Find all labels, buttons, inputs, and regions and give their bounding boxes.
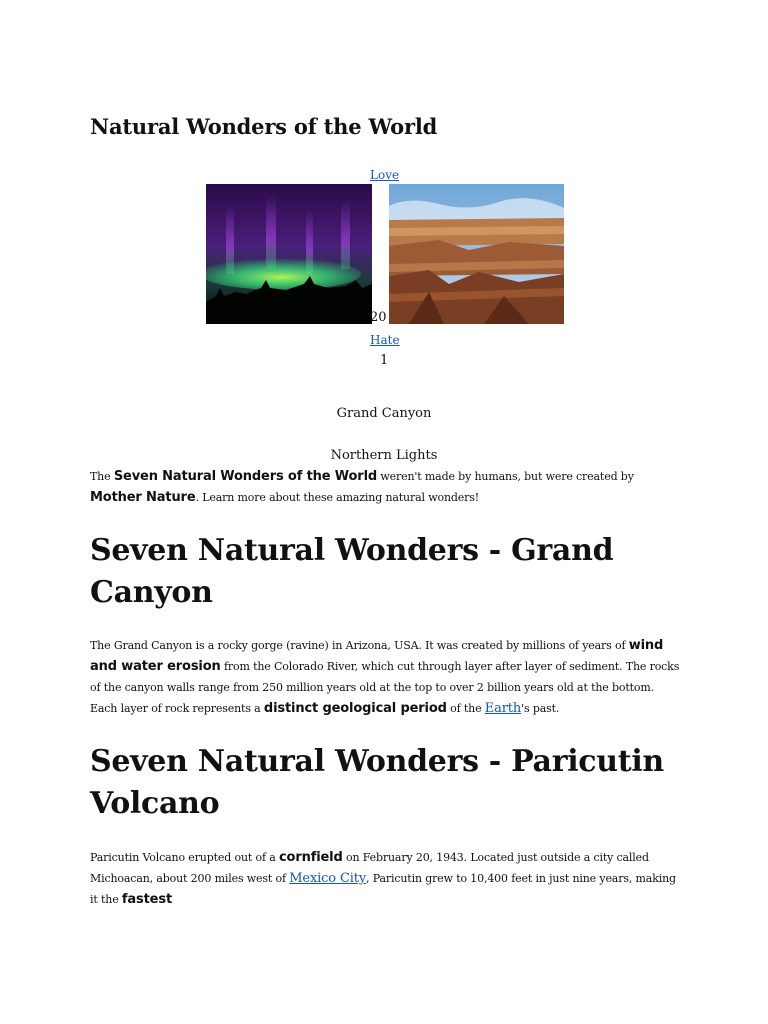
document-title: Natural Wonders of the World <box>90 114 438 139</box>
gc-text-3: of the <box>446 702 485 715</box>
pv-text-1: Paricutin Volcano erupted out of a <box>90 851 279 864</box>
intro-bold-1: Seven Natural Wonders of the World <box>113 469 378 484</box>
photo-vote-widget <box>0 0 768 470</box>
paricutin-paragraph <box>90 847 682 910</box>
intro-text-2: weren't made by humans, but were created by <box>377 470 634 483</box>
section-heading-paricutin: Seven Natural Wonders - Paricutin Volcano <box>90 744 664 821</box>
gc-bold-2: distinct geological period <box>263 701 447 716</box>
intro-bold-2: Mother Nature <box>90 490 196 505</box>
intro-paragraph <box>90 466 682 508</box>
gc-text-2: from the Colorado River, which cut through layer after layer of sediment. The rocks of the canyon walls range from 250 million years old at the top to over 2 billion years old at the bottom. Each layer of rock represents a <box>90 660 680 715</box>
grand-canyon-image <box>389 184 564 324</box>
hate-count: 1 <box>380 353 389 368</box>
pv-text-3: , Paricutin grew to 10,400 feet in just nine years, making it the <box>90 872 676 906</box>
section-heading-grand-canyon: Seven Natural Wonders - Grand Canyon <box>90 533 614 610</box>
gc-text-4: 's past. <box>521 702 560 715</box>
love-count: 20 <box>370 310 387 325</box>
caption-northern-lights: Northern Lights <box>330 448 438 463</box>
intro-text-3: . Learn more about these amazing natural wonders! <box>195 491 480 504</box>
northern-lights-image <box>206 184 372 324</box>
hate-link[interactable]: Hate <box>370 333 400 347</box>
pv-bold-2: fastest <box>121 892 173 907</box>
gc-bold-1: wind and water erosion <box>90 638 664 674</box>
gc-text-1: The Grand Canyon is a rocky gorge (ravine) in Arizona, USA. It was created by millions of years of <box>90 639 629 652</box>
grand-canyon-paragraph <box>90 635 682 719</box>
caption-grand-canyon: Grand Canyon <box>336 406 432 421</box>
pv-text-2: on February 20, 1943. Located just outside a city called Michoacan, about 200 miles west of <box>90 851 649 885</box>
mexico-city-link[interactable]: Mexico City <box>289 871 367 886</box>
pv-bold-1: cornfield <box>279 850 343 865</box>
earth-link[interactable]: Earth <box>484 701 522 716</box>
intro-text-1: The <box>90 470 114 483</box>
love-link[interactable]: Love <box>370 168 400 182</box>
